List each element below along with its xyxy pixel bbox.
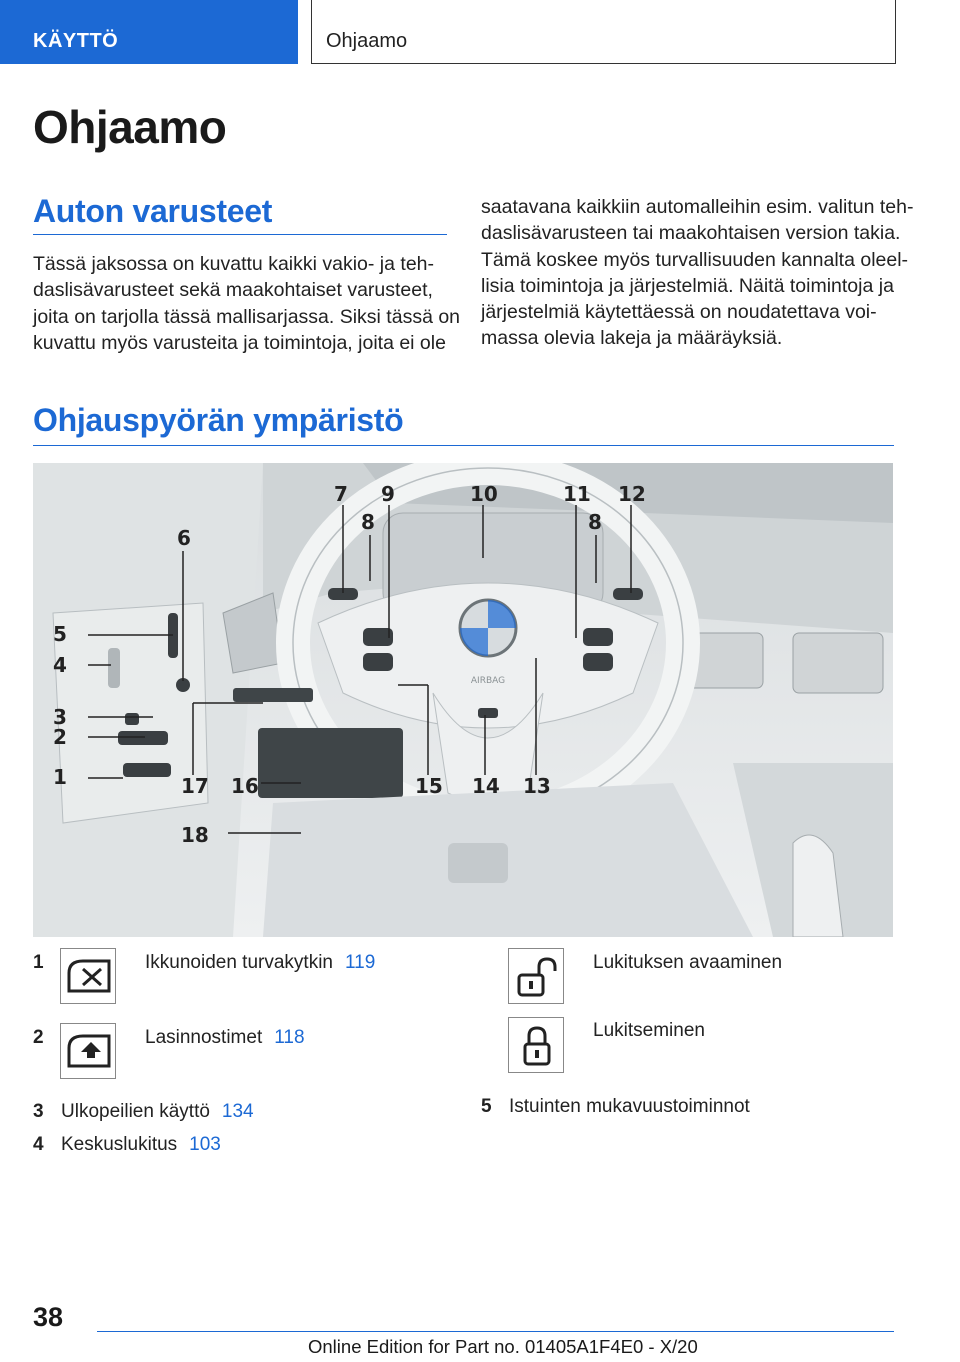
legend-label: Ulkopeilien käyttö xyxy=(61,1101,210,1122)
callout-4: 4 xyxy=(53,653,67,677)
legend-label: Keskuslukitus xyxy=(61,1134,178,1155)
callout-10: 10 xyxy=(470,482,498,506)
callout-8-left: 8 xyxy=(361,510,375,534)
window-lifter-icon xyxy=(60,1023,116,1079)
text-line: kuvattu myös varusteita ja toimintoja, joita ei ole xyxy=(33,331,446,354)
page-title: Ohjaamo xyxy=(33,101,227,153)
text-line: saatavana kaikkiin automalleihin esim. valitun teh- xyxy=(481,196,914,218)
callout-3: 3 xyxy=(53,705,67,729)
legend-label: Ikkunoiden turvakytkin xyxy=(145,952,333,973)
cockpit-illustration xyxy=(33,463,893,937)
text-line: daslisävarusteet sekä maakohtaiset varusteet, xyxy=(33,279,433,302)
page-reference-link[interactable]: 119 xyxy=(345,952,376,973)
text-line: Tämä koskee myös turvallisuuden kannalta oleel- xyxy=(481,248,909,271)
page-reference-link[interactable]: 118 xyxy=(274,1027,305,1048)
lock-icon xyxy=(508,1017,564,1073)
window-safety-switch-icon xyxy=(60,948,116,1004)
airbag-label: AIRBAG xyxy=(470,676,506,686)
header-section-tab: KÄYTTÖ xyxy=(0,0,298,64)
callout-15: 15 xyxy=(415,774,443,798)
callout-5: 5 xyxy=(53,622,67,646)
text-line: joita on tarjolla tässä mallisarjassa. Siksi tässä on xyxy=(33,305,461,328)
callout-13: 13 xyxy=(523,774,551,798)
text-line: järjestelmiä käytettäessä on noudatettava voi- xyxy=(481,301,877,324)
callout-8-right: 8 xyxy=(588,510,602,534)
legend-item-central-locking xyxy=(61,1134,221,1156)
legend-item-window-safety-switch xyxy=(145,952,375,974)
callout-11: 11 xyxy=(563,482,591,506)
page-number: 38 xyxy=(33,1302,64,1332)
page-reference-link[interactable]: 103 xyxy=(189,1134,221,1155)
unlock-icon xyxy=(508,948,564,1004)
legend-item-unlocking: Lukituksen avaaminen xyxy=(593,952,783,973)
text-line: lisia toimintoja ja järjestelmiä. Näitä toimintoja ja xyxy=(481,274,894,297)
callout-1: 1 xyxy=(53,765,67,789)
callout-14: 14 xyxy=(472,774,500,798)
legend-number: 5 xyxy=(481,1096,492,1117)
text-line: daslisävarusteen tai maakohtaisen version takia. xyxy=(481,222,901,245)
text-line: Tässä jaksossa on kuvattu kaikki vakio- ja teh- xyxy=(33,253,435,275)
callout-12: 12 xyxy=(618,482,646,506)
legend-item-locking: Lukitseminen xyxy=(593,1020,705,1041)
callout-9: 9 xyxy=(381,482,395,506)
page-reference-link[interactable]: 134 xyxy=(221,1101,254,1122)
legend-number: 2 xyxy=(33,1027,44,1048)
intro-paragraph-left xyxy=(33,251,461,356)
callout-17: 17 xyxy=(181,774,209,798)
legend-number: 3 xyxy=(33,1101,44,1122)
section-heading-steering-wheel-area: Ohjauspyörän ympäristö xyxy=(33,402,404,438)
callout-7: 7 xyxy=(334,482,348,506)
footer-edition-text: Online Edition for Part no. 01405A1F4E0 - X/20 xyxy=(308,1336,698,1357)
legend-number: 4 xyxy=(33,1134,44,1155)
callout-18: 18 xyxy=(181,823,209,847)
callout-2: 2 xyxy=(53,725,67,749)
intro-paragraph-right xyxy=(481,194,914,352)
legend-number: 1 xyxy=(33,952,44,973)
legend-label: Lasinnostimet xyxy=(145,1027,263,1048)
footer-rule xyxy=(97,1331,894,1332)
text-line: massa olevia lakeja ja määräyksiä. xyxy=(481,327,783,350)
legend-item-seat-comfort: Istuinten mukavuustoiminnot xyxy=(509,1096,750,1117)
legend-item-window-lifters xyxy=(145,1027,305,1049)
section-rule xyxy=(33,445,894,446)
legend-item-exterior-mirrors xyxy=(61,1101,254,1123)
callout-16: 16 xyxy=(231,774,259,798)
cockpit-drawing xyxy=(33,463,893,937)
callout-6: 6 xyxy=(177,526,191,550)
header-chapter-tab: Ohjaamo xyxy=(311,0,896,64)
section-rule xyxy=(33,234,447,235)
section-heading-vehicle-equipment: Auton varusteet xyxy=(33,193,273,229)
